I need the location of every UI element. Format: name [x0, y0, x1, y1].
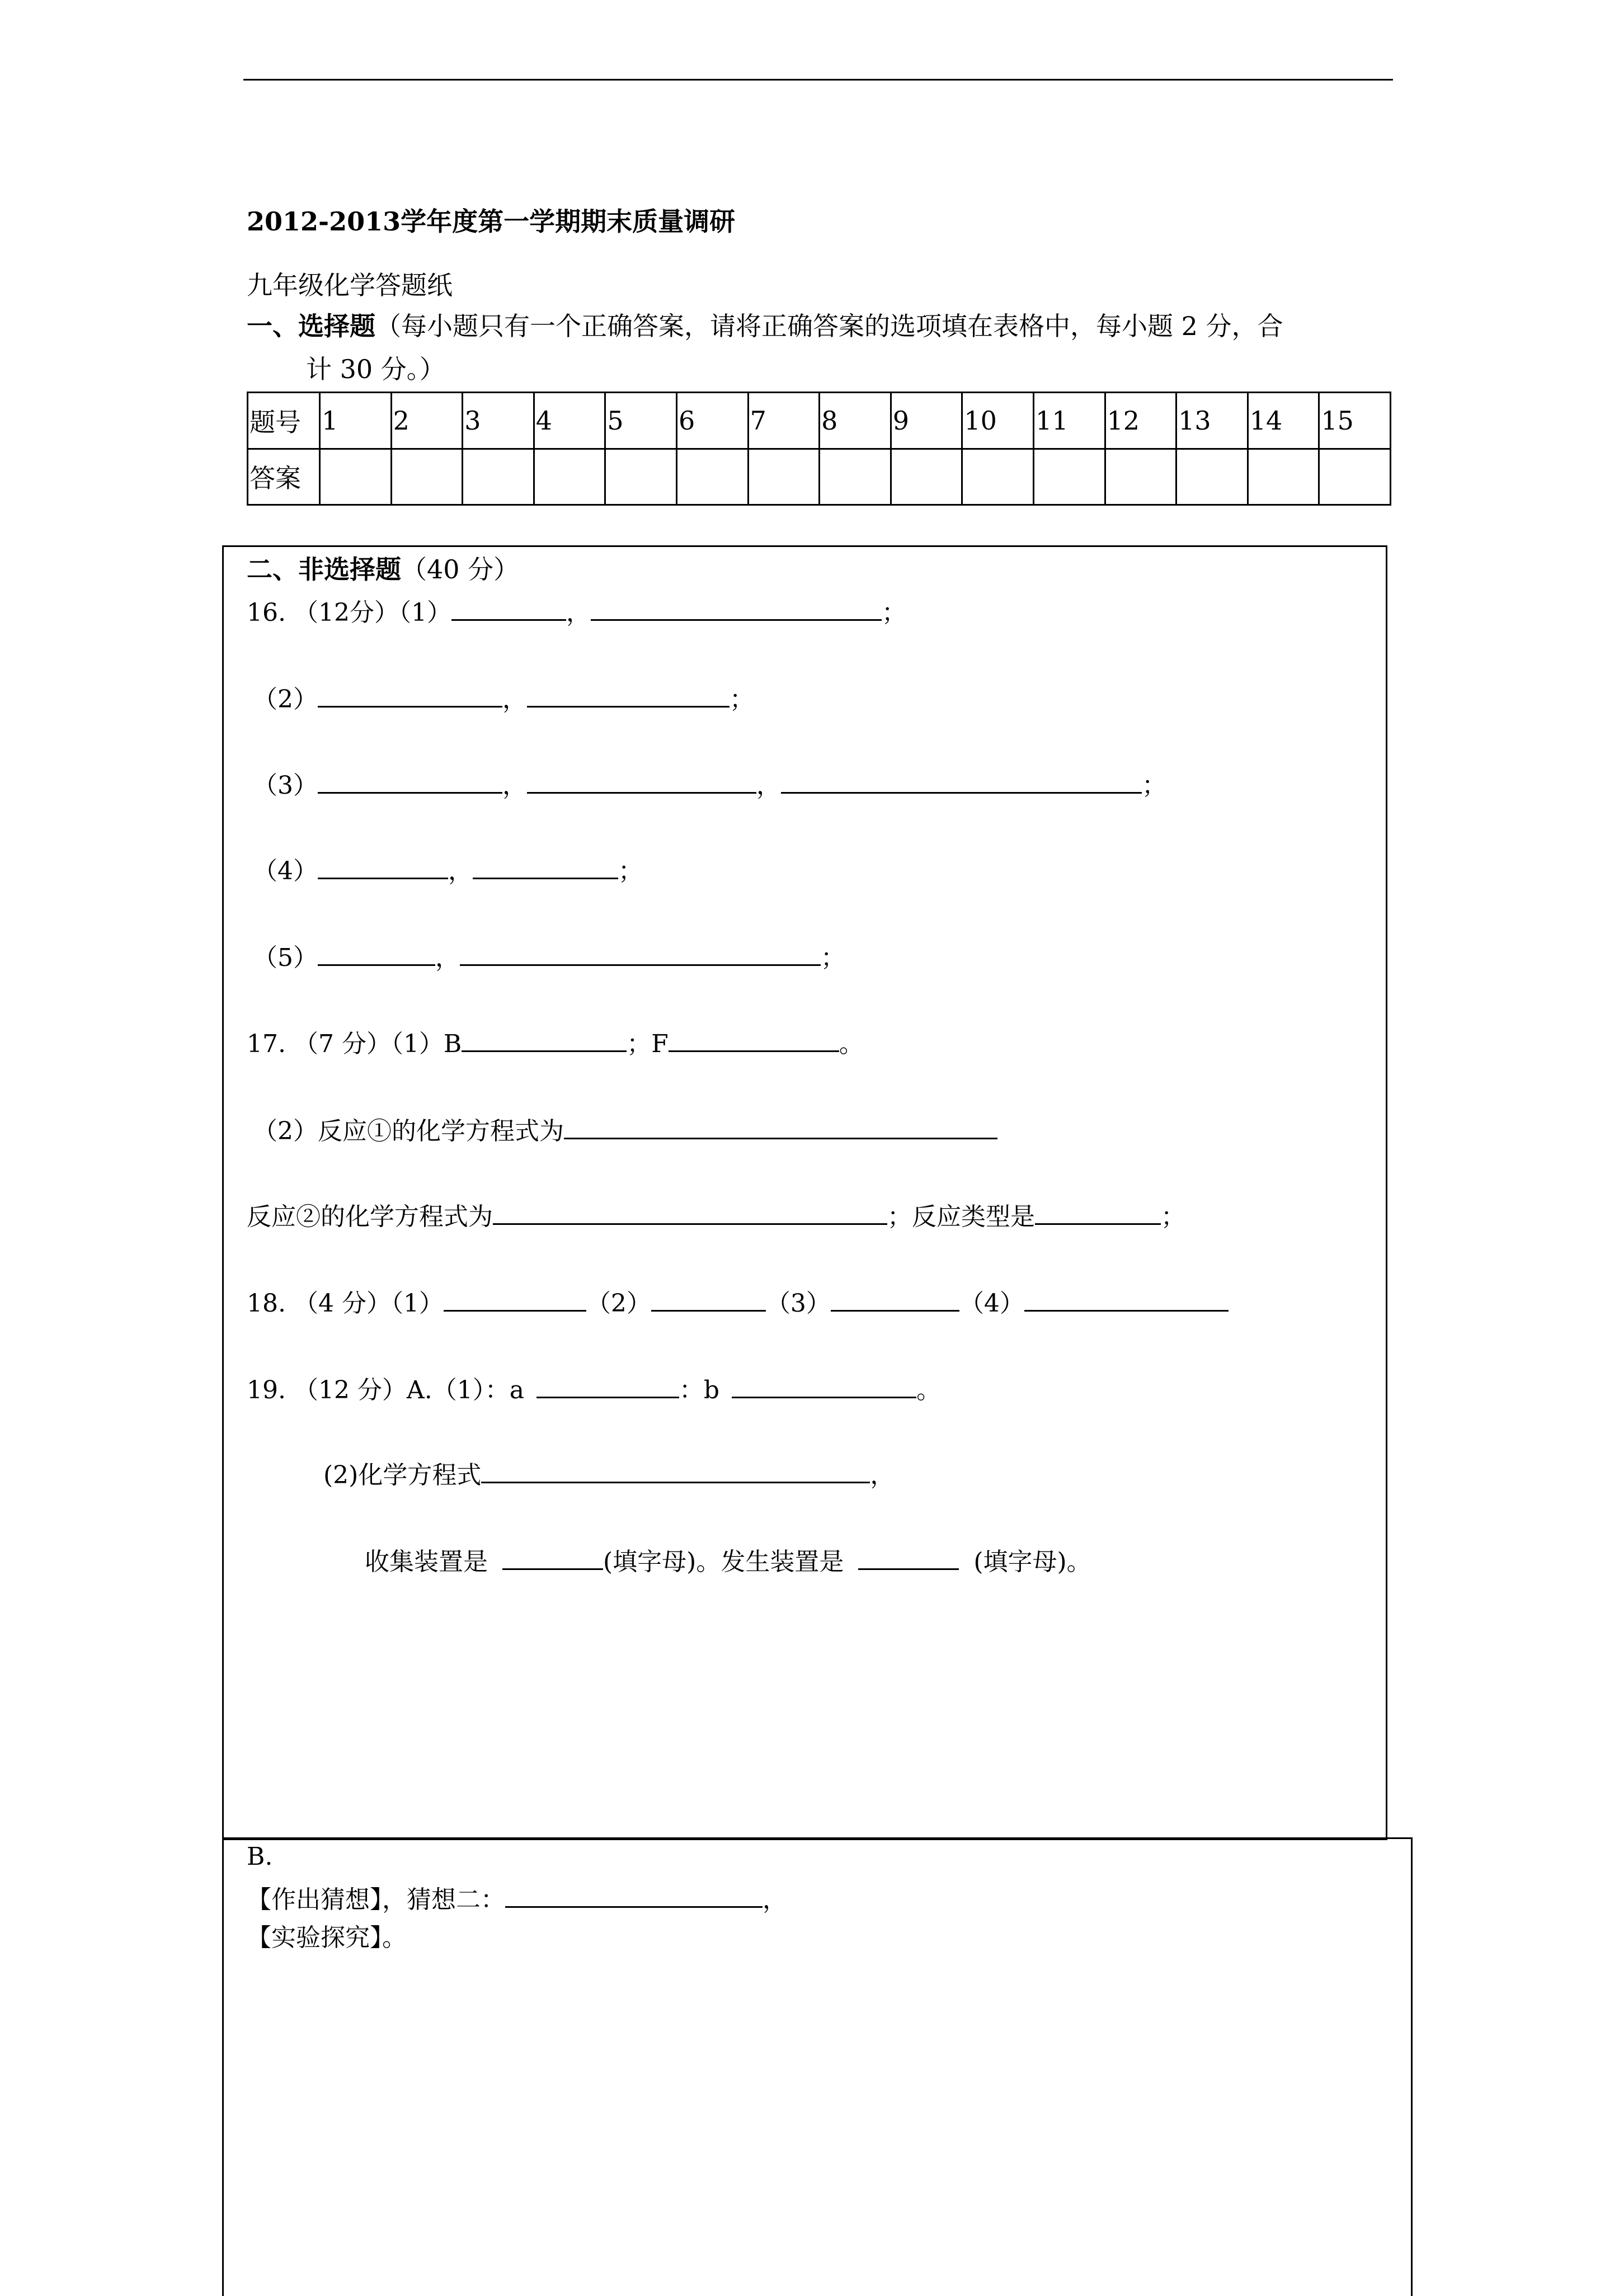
question-number: 5 [605, 393, 677, 449]
q16-line1 [247, 595, 906, 626]
partB-explore: 【实验探究】。 [247, 1923, 407, 1952]
answer-blank[interactable] [444, 1285, 586, 1312]
section1-instruction-cont: 计 30 分。） [306, 354, 445, 384]
part-label: （2） [253, 685, 318, 714]
partB-guess-line [247, 1882, 787, 1913]
answer-blank[interactable] [318, 681, 502, 708]
q16-line2 [253, 681, 754, 713]
table-row [248, 393, 1391, 449]
q18-line [247, 1285, 1229, 1317]
question-number: 11 [1033, 393, 1105, 449]
answer-blank[interactable] [473, 853, 618, 879]
semicolon: ； [1142, 771, 1166, 800]
semicolon: ； [1161, 1203, 1185, 1231]
semicolon: ； [618, 857, 643, 885]
answer-cell[interactable] [748, 449, 820, 505]
section2-label: 二、非选择题 [247, 554, 401, 584]
answer-cell[interactable] [320, 449, 392, 505]
answer-blank[interactable] [502, 1544, 603, 1570]
comma: ， [435, 944, 460, 972]
answer-blank[interactable] [651, 1285, 766, 1312]
question-number: 12 [1105, 393, 1176, 449]
question-number: 1 [320, 393, 392, 449]
section2-box [222, 545, 1387, 1840]
comma: ， [756, 771, 781, 800]
section1-instruction: （每小题只有一个正确答案，请将正确答案的选项填在表格中，每小题 2 分，合 [375, 311, 1283, 341]
answer-cell[interactable] [1248, 449, 1319, 505]
question-number: 3 [463, 393, 534, 449]
period: 。 [839, 1030, 864, 1058]
answer-blank[interactable] [493, 1199, 887, 1225]
semicolon: ； [730, 685, 754, 714]
question-number: 2 [391, 393, 463, 449]
answer-blank[interactable] [858, 1544, 959, 1570]
question-number: 7 [748, 393, 820, 449]
q19-fill-note: (填字母)。 [973, 1548, 1091, 1576]
part-label: （5） [253, 944, 318, 972]
q17-eq2-label: 反应②的化学方程式为 [247, 1203, 493, 1231]
section1-heading [247, 310, 1283, 342]
section2-points: （40 分） [401, 554, 520, 584]
answer-cell[interactable] [1105, 449, 1176, 505]
comma: ， [448, 857, 473, 885]
q19-line1 [247, 1372, 941, 1403]
row-header-number: 题号 [248, 393, 320, 449]
answer-blank[interactable] [536, 1372, 679, 1398]
answer-cell[interactable] [605, 449, 677, 505]
part-label: （3） [765, 1289, 831, 1318]
q19-generate-label: (填字母)。发生装置是 [603, 1548, 844, 1576]
comma: ， [502, 771, 527, 800]
answer-cell[interactable] [1176, 449, 1248, 505]
q19-line2 [323, 1457, 895, 1488]
period: 。 [916, 1376, 942, 1404]
answer-blank[interactable] [564, 1113, 997, 1139]
answer-cell[interactable] [1319, 449, 1391, 505]
answer-blank[interactable] [481, 1457, 870, 1483]
comma: ， [763, 1885, 787, 1914]
row-header-answer: 答案 [248, 449, 320, 505]
semicolon: ； [881, 598, 906, 627]
part-label: （4） [253, 857, 318, 885]
answer-cell[interactable] [891, 449, 962, 505]
partB-label: B. [247, 1842, 273, 1871]
answer-blank[interactable] [527, 767, 756, 794]
answer-blank[interactable] [462, 1026, 627, 1052]
answer-blank[interactable] [460, 940, 821, 966]
q16-line3 [253, 767, 1166, 799]
comma: ， [870, 1461, 895, 1489]
q16-line4 [253, 853, 643, 884]
section2-heading [247, 554, 519, 585]
q19-head: 19. （12 分）A.（1）：a [247, 1376, 524, 1404]
answer-blank[interactable] [1024, 1285, 1229, 1312]
answer-blank[interactable] [591, 595, 882, 621]
q19-line3 [365, 1544, 1091, 1575]
question-number: 10 [962, 393, 1034, 449]
q17-f-label: ；F [627, 1030, 669, 1058]
answer-cell[interactable] [962, 449, 1034, 505]
q19-eq-label: (2)化学方程式 [323, 1461, 482, 1489]
question-number: 9 [891, 393, 962, 449]
partB-guess-label: 【作出猜想】，猜想二： [247, 1885, 505, 1914]
answer-cell[interactable] [391, 449, 463, 505]
comma: ， [502, 685, 527, 714]
question-number: 15 [1319, 393, 1391, 449]
q17-line2 [253, 1113, 997, 1144]
q17-head: 17. （7 分）（1）B [247, 1030, 462, 1058]
question-number: 13 [1176, 393, 1248, 449]
q17-line3 [247, 1199, 1185, 1230]
answer-blank[interactable] [732, 1372, 916, 1398]
answer-cell[interactable] [676, 449, 748, 505]
answer-blank[interactable] [451, 595, 566, 621]
q17-type-label: ；反应类型是 [887, 1203, 1035, 1231]
answer-blank[interactable] [318, 940, 435, 966]
answer-blank[interactable] [527, 681, 730, 708]
part-label: （4） [959, 1289, 1024, 1318]
question-number: 4 [534, 393, 605, 449]
answer-blank[interactable] [318, 853, 448, 879]
answer-cell[interactable] [534, 449, 605, 505]
answer-table [247, 392, 1391, 506]
answer-blank[interactable] [781, 767, 1142, 794]
part-label: （3） [253, 771, 318, 800]
part-label: （2） [586, 1289, 651, 1318]
answer-blank[interactable] [318, 767, 502, 794]
question-number: 8 [820, 393, 891, 449]
question-number: 6 [676, 393, 748, 449]
q19-b-label: ：b [679, 1376, 720, 1404]
header-rule [243, 79, 1393, 81]
q19-collect-label: 收集装置是 [365, 1548, 488, 1576]
q18-head: 18. （4 分）（1） [247, 1289, 444, 1318]
comma: ， [566, 598, 591, 627]
semicolon: ； [821, 944, 845, 972]
table-row [248, 449, 1391, 505]
answer-blank[interactable] [1035, 1199, 1161, 1225]
answer-cell[interactable] [463, 449, 534, 505]
question-number: 14 [1248, 393, 1319, 449]
answer-cell[interactable] [1033, 449, 1105, 505]
answer-cell[interactable] [820, 449, 891, 505]
answer-blank[interactable] [669, 1026, 839, 1052]
q17-line1 [247, 1026, 864, 1057]
q17-eq1-label: （2）反应①的化学方程式为 [253, 1117, 564, 1145]
q16-head: 16. （12分）（1） [247, 598, 451, 627]
answer-blank[interactable] [505, 1882, 763, 1908]
page-title: 2012-2013学年度第一学期期末质量调研 [247, 206, 736, 237]
q16-line5 [253, 940, 845, 971]
page-subtitle: 九年级化学答题纸 [247, 270, 453, 300]
answer-blank[interactable] [831, 1285, 959, 1312]
section1-label: 一、选择题 [247, 311, 375, 341]
